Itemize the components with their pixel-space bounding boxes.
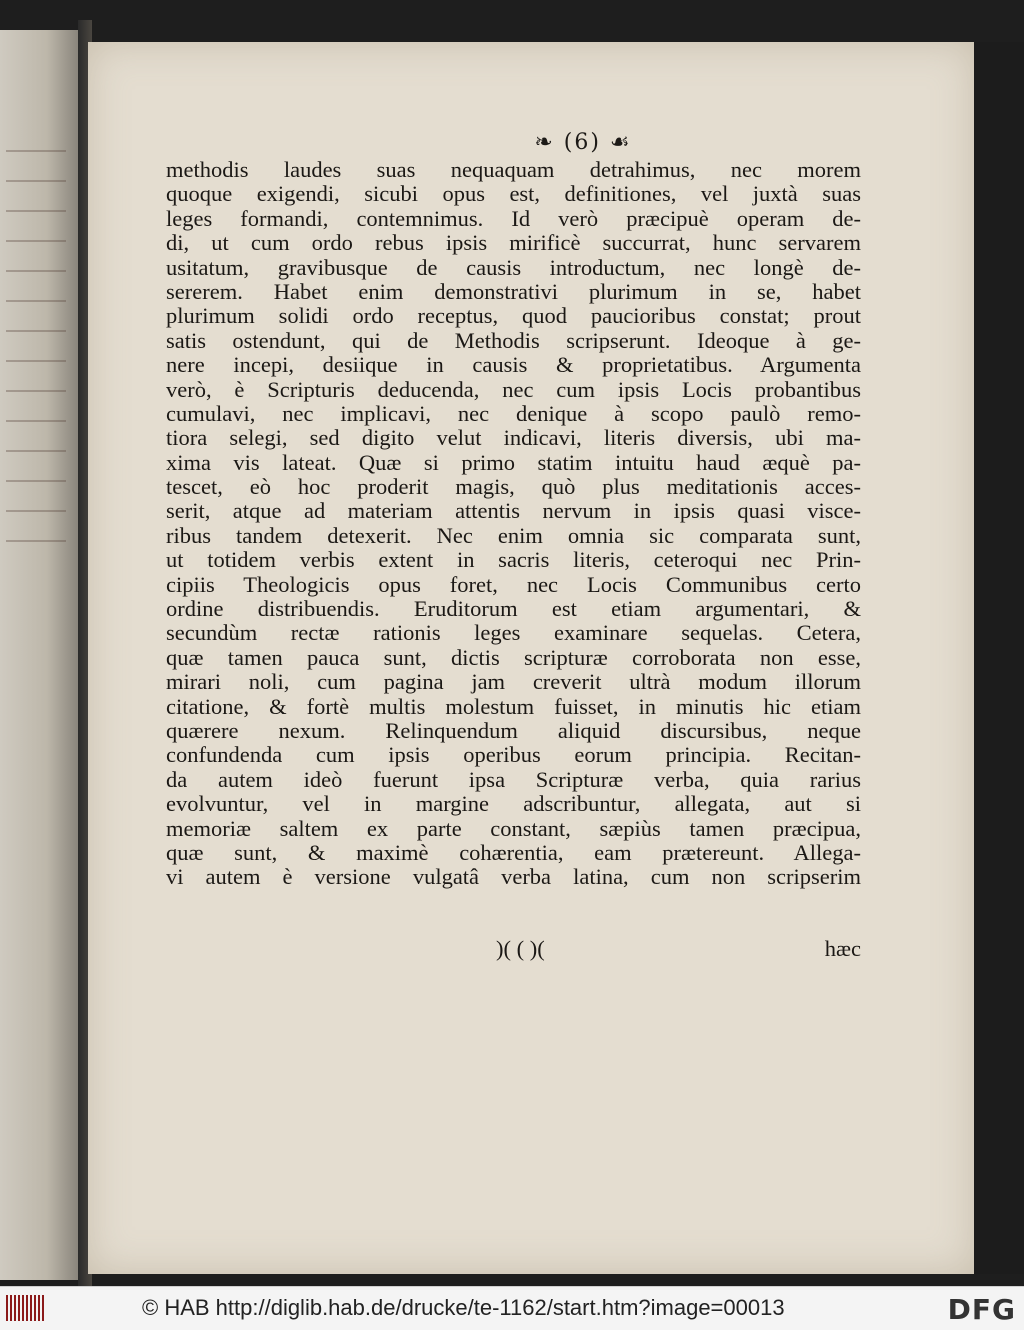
copyright-link[interactable]: © HAB http://diglib.hab.de/drucke/te-1162/start.htm?image=00013 (142, 1295, 785, 1320)
text-line: methodis laudes suas nequaquam detrahimus, nec morem (166, 158, 861, 182)
text-line: tiora selegi, sed digito velut indicavi, literis diversis, ubi ma- (166, 426, 861, 451)
book-page (88, 42, 974, 1274)
text-line: quærere nexum. Relinquendum aliquid discursibus, neque (166, 718, 861, 743)
text-line: memoriæ saltem ex parte constant, sæpiùs tamen præcipua, (166, 816, 861, 841)
text-line: ribus tandem detexerit. Nec enim omnia sic comparata sunt, (166, 523, 861, 548)
text-line: sererem. Habet enim demonstrativi plurimum in se, habet (166, 279, 861, 304)
text-line: secundùm rectæ rationis leges examinare sequelas. Cetera, (166, 621, 861, 646)
text-line: leges formandi, contemnimus. Id verò præcipuè operam de- (166, 206, 861, 231)
facing-page-edge (0, 30, 78, 1280)
catchword: hæc (824, 936, 861, 961)
text-line: citatione, & fortè multis molestum fuisset, in minutis hic etiam (166, 694, 861, 719)
text-line: confundenda cum ipsis operibus eorum principia. Recitan- (166, 743, 861, 768)
text-line: ordine distribuendis. Eruditorum est etiam argumentari, & (166, 597, 861, 622)
text-line: serit, atque ad materiam attentis nervum in ipsis quasi visce- (166, 499, 861, 524)
text-line: vi autem è versione vulgatâ verba latina, cum non scripserim (166, 865, 861, 890)
text-line: cipiis Theologicis opus foret, nec Locis Communibus certo (166, 572, 861, 597)
text-line: cumulavi, nec implicavi, nec denique à scopo paulò remo- (166, 401, 861, 426)
page-edge-shadow (974, 42, 1024, 1274)
text-line: evolvuntur, vel in margine adscribuntur, allegata, aut si (166, 792, 861, 817)
text-line: nere incepi, desiique in causis & proprietatibus. Argumenta (166, 353, 861, 378)
text-line: xima vis lateat. Quæ si primo statim intuitu haud æquè pa- (166, 450, 861, 475)
text-line: plurimum solidi ordo receptus, quod paucioribus constat; prout (166, 304, 861, 329)
text-line: quæ tamen pauca sunt, dictis scripturæ corroborata non esse, (166, 645, 861, 670)
dfg-logo: DFG (947, 1293, 1016, 1326)
body-text (166, 158, 861, 890)
text-line: quoque exigendi, sicubi opus est, definitiones, vel juxtà suas (166, 182, 861, 207)
signature-mark: )( ( )( (496, 936, 545, 961)
text-line: quæ sunt, & maximè cohærentia, eam prætereunt. Allega- (166, 840, 861, 865)
text-line: ut totidem verbis extent in sacris literis, ceteroqui nec Prin- (166, 548, 861, 573)
text-line: tescet, eò hoc proderit magis, quò plus meditationis acces- (166, 475, 861, 500)
text-line: da autem ideò fuerunt ipsa Scripturæ verba, quia rarius (166, 767, 861, 792)
text-line: satis ostendunt, qui de Methodis scripserunt. Ideoque à ge- (166, 328, 861, 353)
page-number: ❧ (6) ☙ (534, 130, 632, 155)
page-footer-row (166, 936, 861, 964)
hab-barcode-logo-icon (6, 1295, 46, 1321)
text-line: di, ut cum ordo rebus ipsis mirificè succurrat, hunc servarem (166, 231, 861, 256)
text-line: mirari noli, cum pagina jam creverit ultrà modum illorum (166, 670, 861, 695)
viewer-footer (0, 1286, 1024, 1330)
text-line: verò, è Scripturis deducenda, nec cum ipsis Locis probantibus (166, 377, 861, 402)
text-line: usitatum, gravibusque de causis introductum, nec longè de- (166, 255, 861, 280)
